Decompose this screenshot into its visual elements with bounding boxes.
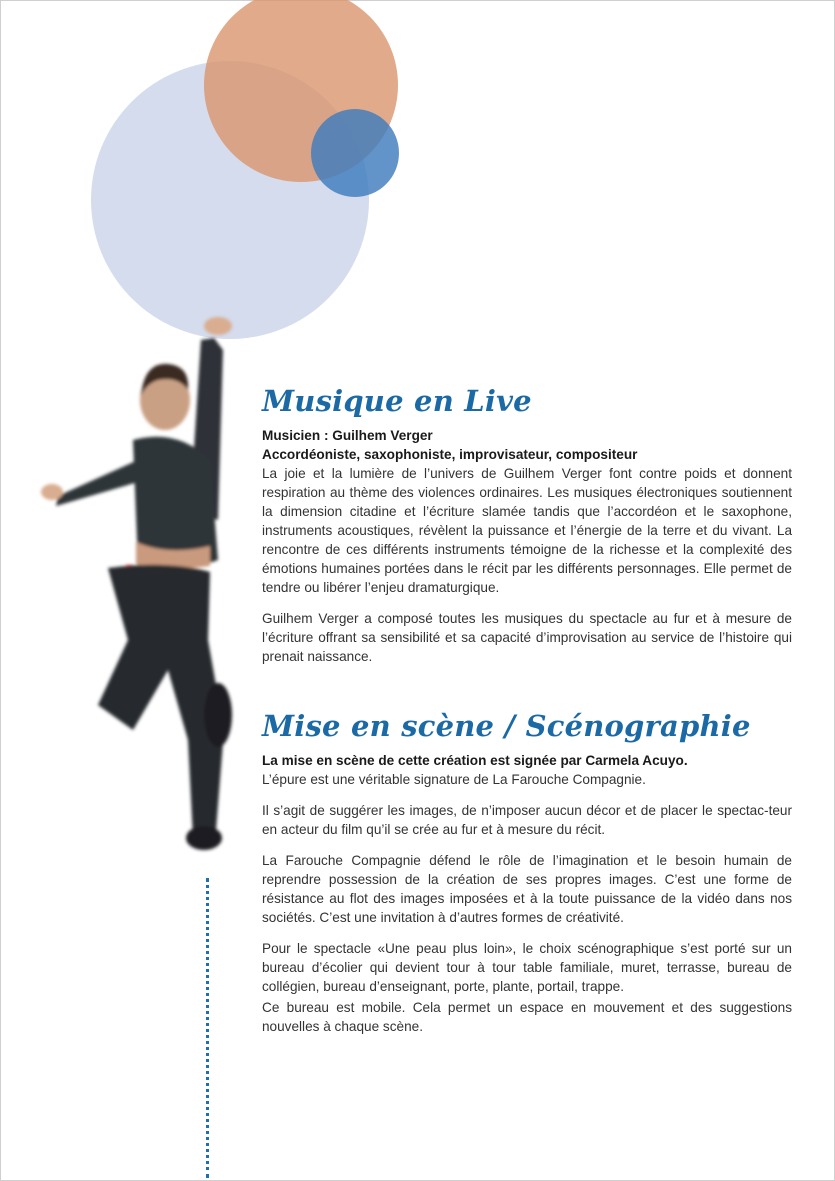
- staging-section: [262, 709, 792, 1048]
- music-title: Musique en Live: [262, 384, 532, 418]
- roles-line: Accordéoniste, saxophoniste, improvisateur, compositeur: [262, 447, 638, 462]
- blue-circle: [311, 109, 399, 197]
- music-paragraph-1: La joie et la lumière de l’univers de Guilhem Verger font contre poids et donnent respiration au thème des violences ordinaires. Les musiques électroniques soutiennent la dimension citadine et l’écriture slamée tandis que l’accordéon et le saxophone, instruments acoustiques, révèlent la puissance et l’énergie de la terre et du vivant. La rencontre de ces différents instruments témoigne de la richesse et la complexité des émotions humaines portées dans le récit par les différents personnages. Elle permet de tendre ou libérer l’enjeu dramaturgique.: [262, 466, 792, 595]
- staging-paragraph-2: Il s’agit de suggérer les images, de n’imposer aucun décor et de placer le spectac-teur en acteur du film qu’il se crée au fur et à mesure du récit.: [262, 803, 792, 837]
- staging-paragraph-3: La Farouche Compagnie défend le rôle de l’imagination et le besoin humain de reprendre possession de la création de ses propres images. C’est une forme de résistance au flot des images imposées et à la toute puissance de la vidéo dans nos sociétés. C’est une invitation à d’autres formes de créativité.: [262, 853, 792, 925]
- signed-line: La mise en scène de cette création est signée par Carmela Acuyo.: [262, 753, 688, 768]
- music-section: [262, 384, 792, 678]
- staging-paragraph-4: Pour le spectacle «Une peau plus loin», le choix scénographique s’est porté sur un bureau d’écolier qui devient tour à tour table familiale, muret, terrasse, bureau de collégien, bureau d’enseignant, porte, plante, portail, trappe.: [262, 941, 792, 994]
- staging-title: Mise en scène / Scénographie: [262, 709, 751, 743]
- decorative-circles: [0, 0, 835, 360]
- staging-paragraph-1: L’épure est une véritable signature de La Farouche Compagnie.: [262, 772, 646, 787]
- music-paragraph-2: Guilhem Verger a composé toutes les musiques du spectacle au fur et à mesure de l’écriture offrant sa sensibilité et sa capacité d’improvisation au service de l’histoire qui prenait naissance.: [262, 611, 792, 664]
- staging-paragraph-5: Ce bureau est mobile. Cela permet un espace en mouvement et des suggestions nouvelles à chaque scène.: [262, 1000, 792, 1034]
- musician-line: Musicien : Guilhem Verger: [262, 428, 433, 443]
- dotted-line: [206, 878, 213, 1178]
- jumping-boy-photo: [38, 310, 248, 870]
